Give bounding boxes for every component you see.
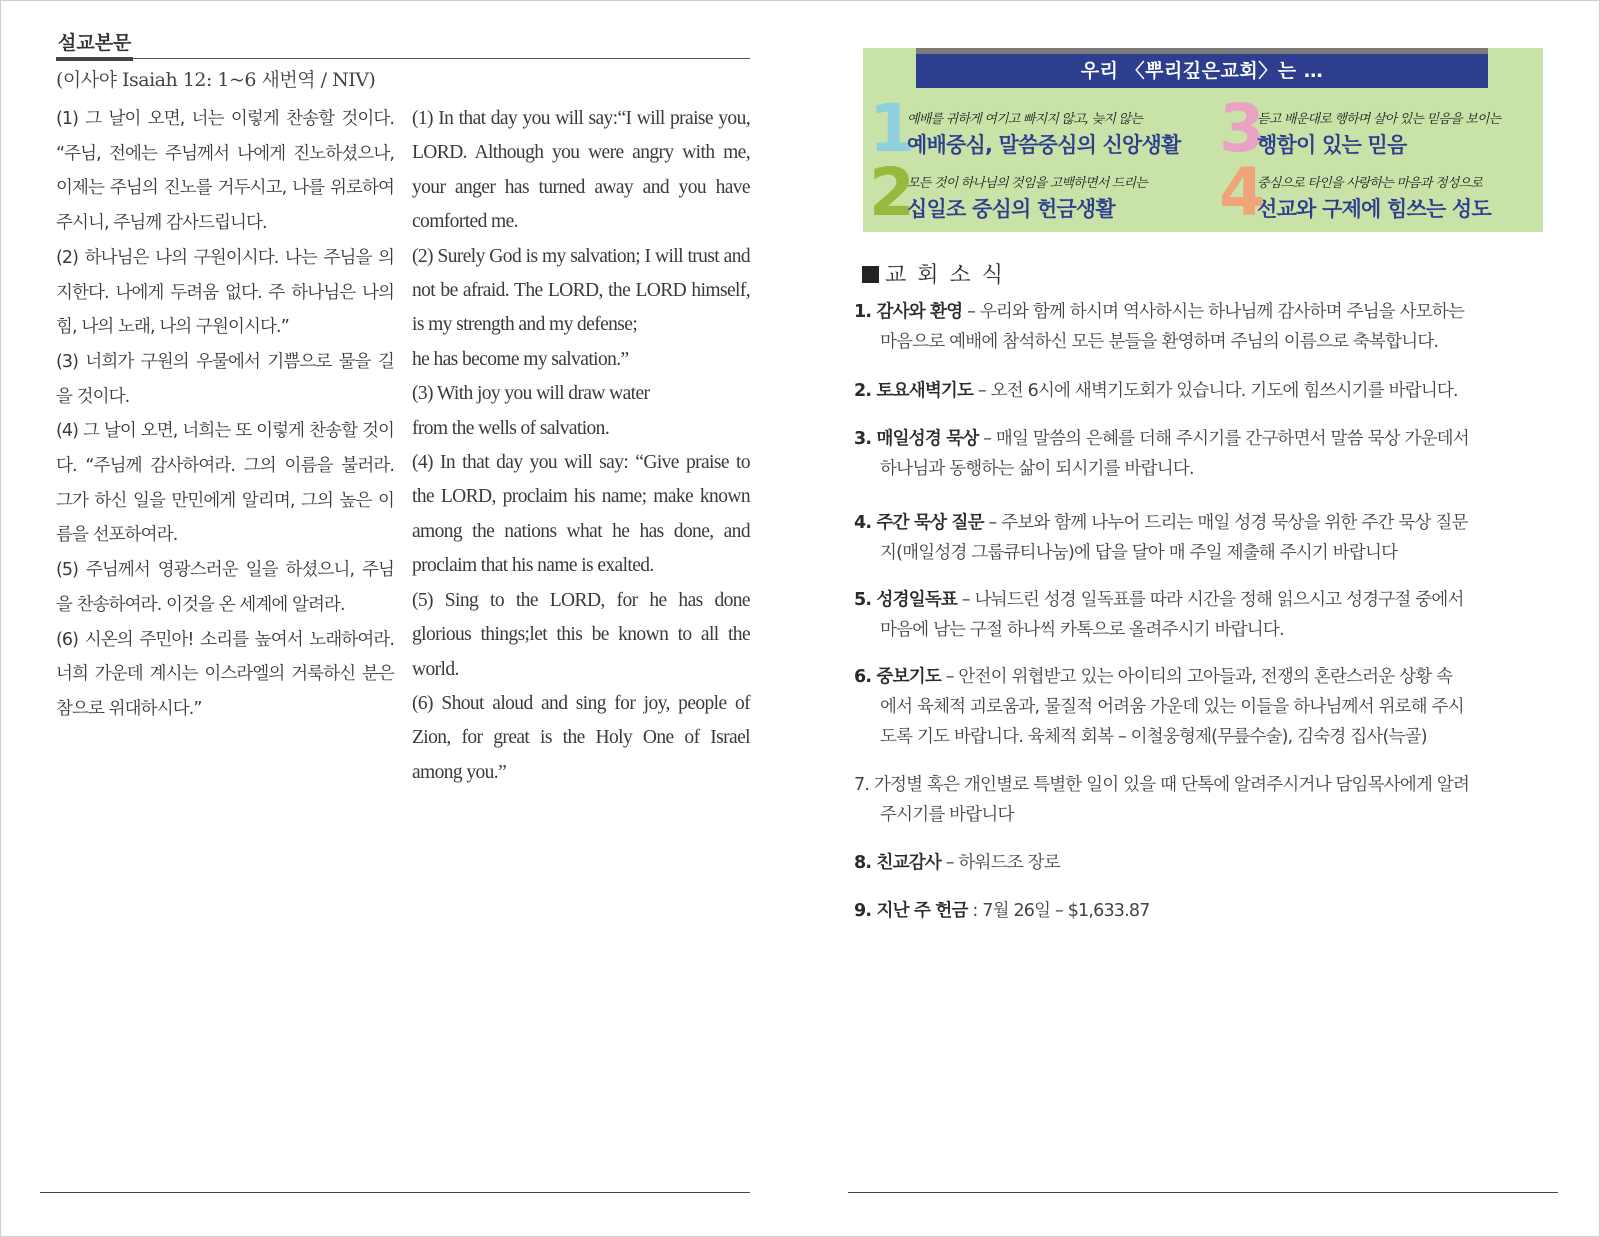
english-verse: from the wells of salvation. [412,417,610,439]
korean-text-column [56,102,394,790]
pillar-number: 3 [1219,90,1265,167]
news-item-continuation: 에서 육체적 괴로움과, 물질적 어려움 가운데 있는 이들을 하나님께서 위로해 주시 [880,697,1464,717]
square-bullet-icon [862,266,879,283]
church-vision-banner [863,48,1543,232]
news-item-title: 3. 매일성경 묵상 [854,429,979,449]
korean-verse: (4) 그 날이 오면, 너희는 또 이렇게 찬송할 것이다. “주님께 감사하여라. 그의 이름을 불러라. 그가 하신 일을 만민에게 알리며, 그의 높은 이름을 선포하여라. [56,421,394,546]
news-heading [862,258,1005,289]
pillar-title: 선교와 구제에 힘쓰는 성도 [1257,197,1491,221]
news-item-title: 8. 친교감사 [854,853,941,873]
pillar-number: 2 [869,154,915,231]
news-item-title: 1. 감사와 환영 [854,302,963,322]
pillar-number: 4 [1219,154,1265,231]
news-item-title: 6. 중보기도 [854,667,941,687]
english-verse: (3) With joy you will draw water [412,383,650,405]
news-item-continuation: 도록 기도 바랍니다. 육체적 회복 – 이철웅형제(무릎수술), 김숙경 집사(늑골) [880,727,1427,747]
news-item-title: 9. 지난 주 헌금 [854,901,968,921]
news-item-body: – 하워드조 장로 [940,853,1060,873]
section-heading [56,28,750,59]
news-item-8 [854,848,1554,878]
section-heading-label: 설교본문 [56,29,133,61]
korean-verse: (2) 하나님은 나의 구원이시다. 나는 주님을 의지한다. 나에게 두려움 없다. 주 하나님은 나의 힘, 나의 노래, 나의 구원이시다.” [56,247,394,338]
english-verse: (6) Shout aloud and sing for joy, people of Zion, for great is the Holy One of Israel among you.” [412,692,750,783]
vision-pillar-3 [1219,90,1559,167]
english-verse: (4) In that day you will say: “Give praise to the LORD, proclaim his name; make known among the nations what he has done, and proclaim that his name is exalted. [412,452,750,577]
vision-pillar-4 [1219,154,1559,231]
news-item-body: 7. 가정별 혹은 개인별로 특별한 일이 있을 때 단톡에 알려주시거나 담임목사에게 알려 [854,775,1470,795]
news-item-body: – 안전이 위협받고 있는 아이티의 고아들과, 전쟁의 혼란스러운 상황 속 [940,667,1453,687]
english-verse: (2) Surely God is my salvation; I will trust and not be afraid. The LORD, the LORD himself, is my strength and my defense; [412,245,750,336]
news-item-title: 2. 토요새벽기도 [854,381,974,401]
english-text-column [412,102,750,790]
news-item-3 [854,424,1554,484]
banner-title: 우리 〈뿌리깊은교회〉는 … [916,54,1488,88]
vision-pillar-2 [869,154,1209,231]
news-item-4 [854,508,1554,568]
pillar-caption: 중심으로 타인을 사랑하는 마음과 정성으로 [1257,176,1482,191]
pillar-title: 예배중심, 말씀중심의 신앙생활 [907,133,1181,157]
bottom-rule-left [40,1192,750,1193]
news-item-body: – 매일 말씀의 은혜를 더해 주시기를 간구하면서 말씀 묵상 가운데서 [978,429,1469,449]
korean-verse: (6) 시온의 주민아! 소리를 높여서 노래하여라. 너희 가운데 계시는 이스라엘의 거룩하신 분은 참으로 위대하시다.” [56,629,394,719]
pillar-number: 1 [869,90,915,167]
pillar-caption: 모든 것이 하나님의 것임을 고백하면서 드리는 [907,176,1148,191]
news-heading-label: 교 회 소 식 [885,263,1005,288]
news-item-continuation: 주시기를 바랍니다 [880,805,1014,825]
pillar-title: 행함이 있는 믿음 [1257,133,1407,157]
news-item-1 [854,297,1554,357]
korean-verse: (5) 주님께서 영광스러운 일을 하셨으니, 주님을 찬송하여라. 이것을 온 세계에 알려라. [56,560,394,615]
news-item-body: – 우리와 함께 하시며 역사하시는 하나님께 감사하며 주님을 사모하는 [962,302,1465,322]
news-item-2 [854,376,1554,406]
scripture-reference: (이사야 Isaiah 12: 1~6 새번역 / NIV) [56,69,376,91]
news-item-6 [854,662,1554,752]
left-page [56,28,750,790]
korean-verse: (3) 너희가 구원의 우물에서 기쁨으로 물을 길을 것이다. [56,351,394,407]
english-verse: he has become my salvation.” [412,348,629,370]
news-item-body: : 7월 26일 – $1,633.87 [967,901,1150,921]
news-item-title: 4. 주간 묵상 질문 [854,513,984,533]
english-verse: (1) In that day you will say:“I will praise you, LORD. Although you were angry with me, your anger has turned away and you have comforted me. [412,108,750,233]
pillar-caption: 예배를 귀하게 여기고 빠지지 않고, 늦지 않는 [907,112,1142,127]
bottom-rule-right [848,1192,1558,1193]
scripture-columns [56,102,750,790]
news-item-continuation: 마음으로 예배에 참석하신 모든 분들을 환영하며 주님의 이름으로 축복합니다. [880,332,1439,352]
news-item-body: – 주보와 함께 나누어 드리는 매일 성경 묵상을 위한 주간 묵상 질문 [983,513,1468,533]
news-item-body: – 나눠드린 성경 일독표를 따라 시간을 정해 읽으시고 성경구절 중에서 [957,590,1464,610]
pillar-title: 십일조 중심의 헌금생활 [907,197,1115,221]
news-item-9 [854,896,1554,926]
korean-verse: (1) 그 날이 오면, 너는 이렇게 찬송할 것이다. “주님, 전에는 주님께서 나에게 진노하셨으나, 이제는 주님의 진노를 거두시고, 나를 위로하여 주시니, 주님께 감사드립니다. [56,109,394,234]
english-verse: (5) Sing to the LORD, for he has done glorious things;let this be known to all the world. [412,589,750,680]
news-item-title: 5. 성경일독표 [854,590,958,610]
vision-pillar-1 [869,90,1209,167]
news-item-continuation: 하나님과 동행하는 삶이 되시기를 바랍니다. [880,459,1194,479]
news-item-continuation: 마음에 남는 구절 하나씩 카톡으로 올려주시기 바랍니다. [880,620,1284,640]
news-item-continuation: 지(매일성경 그룹큐티나눔)에 답을 달아 매 주일 제출해 주시기 바랍니다 [880,543,1398,563]
news-item-5 [854,585,1554,645]
pillar-caption: 듣고 배운대로 행하며 살아 있는 믿음을 보이는 [1257,112,1501,127]
news-item-body: – 오전 6시에 새벽기도회가 있습니다. 기도에 힘쓰시기를 바랍니다. [973,381,1458,401]
news-item-7 [854,770,1554,830]
